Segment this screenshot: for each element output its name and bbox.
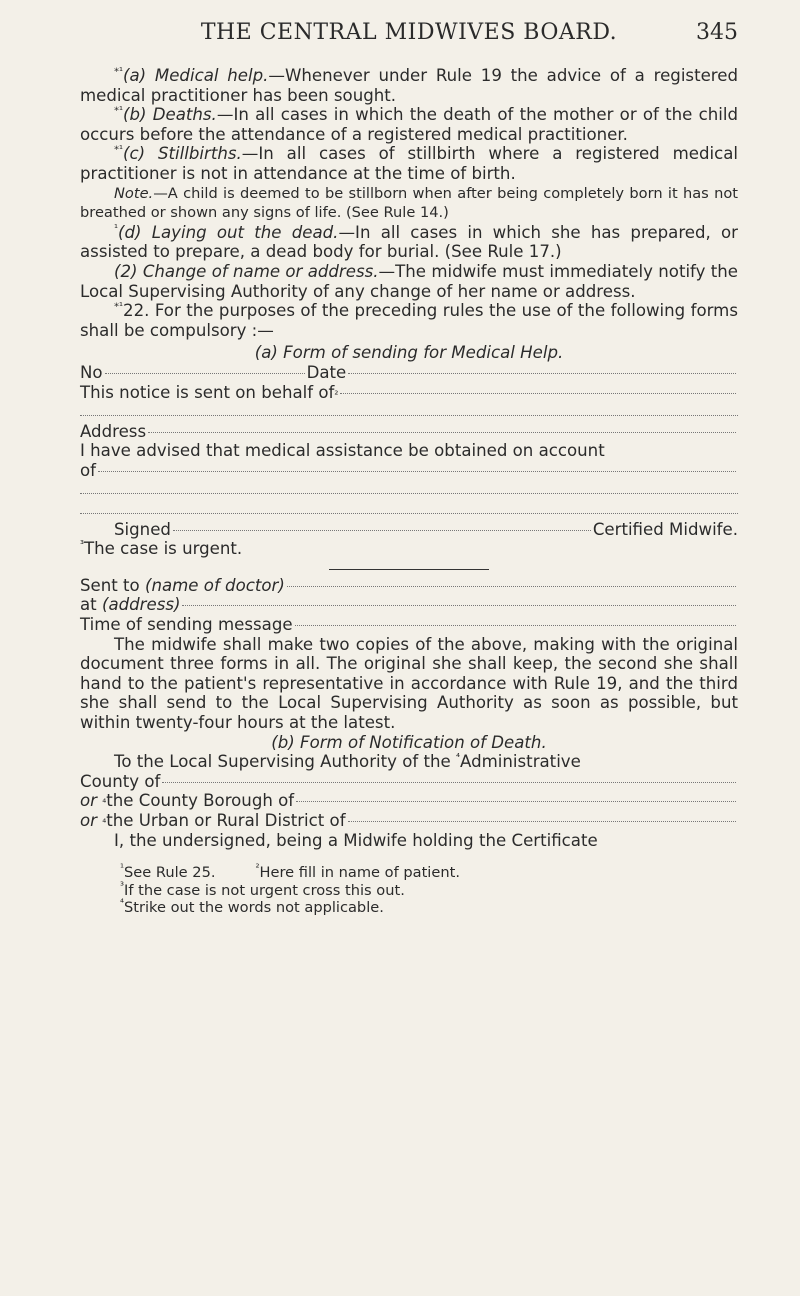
para-stillbirths [80, 144, 738, 183]
blank-line [80, 480, 738, 500]
borough-blank [296, 801, 736, 802]
at-line [80, 595, 738, 615]
certified-label: Certified Midwife. [592, 519, 738, 539]
para-change-of-name [80, 262, 738, 301]
no-blank [105, 373, 305, 374]
form-a-of-line [80, 461, 738, 481]
footnote-ref: ⁴ [456, 752, 461, 764]
date-label: Date [306, 362, 347, 382]
to-text: To the Local Supervising Authority of the [114, 752, 451, 772]
time-label: Time of sending message [80, 615, 293, 635]
footnote-text: Here fill in name of patient. [259, 864, 460, 882]
footnote-ref: *¹ [114, 144, 124, 156]
running-header [80, 20, 738, 54]
footnote-ref: ³ [80, 539, 85, 551]
urgent-text: The case is urgent. [84, 539, 243, 559]
form-a-no-date-line [80, 363, 738, 383]
section-divider [329, 569, 489, 570]
at-italic: (address) [101, 595, 181, 615]
para-text: —In all cases in which she has prepared, or assisted to prepare, a dead body for burial. (See Rule 17.) [80, 222, 738, 262]
at-label: at [80, 595, 97, 615]
footnote-4 [80, 899, 738, 917]
copies-paragraph: The midwife shall make two copies of the above, making with the original document three forms in all. The original she shall keep, the second she shall hand to the patient's representative in accordance with Rule 19, and the third she shall send to the Local Supervising Authority as soon as possible, but within twenty-four hours at the latest. [80, 634, 738, 732]
county-label: County of [80, 771, 161, 791]
note-text: —A child is deemed to be stillborn when after being completely born it has not breathed or shown any signs of life. (See Rule 14.) [80, 184, 738, 222]
para-deaths [80, 105, 738, 144]
urgent-line [80, 539, 738, 559]
sent-to-italic: (name of doctor) [144, 575, 285, 595]
signed-blank [173, 530, 591, 531]
of-blank [98, 471, 736, 472]
para-text: —Whenever under Rule 19 the advice of a registered medical practitioner has been sought. [80, 66, 738, 105]
behalf-blank [340, 393, 736, 394]
borough-line: or ⁴ the County Borough of [80, 791, 738, 811]
borough-label: the County Borough of [106, 791, 295, 811]
sent-to-blank [287, 586, 736, 587]
page-number: 345 [696, 20, 738, 45]
county-line [80, 772, 738, 792]
blank-line [80, 500, 738, 520]
para-label: (a) Medical help. [123, 66, 269, 85]
no-label: No [80, 362, 103, 382]
form-a-signed-line [80, 520, 738, 540]
para-label: (2) Change of name or address. [114, 261, 379, 281]
footnote-marker: ³ [120, 880, 125, 892]
para-label: (c) Stillbirths. [123, 144, 242, 164]
at-blank [182, 605, 736, 606]
footnote-ref: *¹ [114, 301, 124, 313]
para-rule-22 [80, 301, 738, 340]
form-b-to-line [80, 752, 738, 772]
para-label: (d) Laying out the dead. [118, 222, 339, 242]
county-blank [162, 782, 736, 783]
footnote-text: Strike out the words not applicable. [124, 899, 384, 917]
footnote-ref: *¹ [114, 66, 124, 78]
footnote-marker: ² [255, 863, 260, 875]
sent-to-label: Sent to [80, 575, 140, 595]
footnote-1-2 [80, 864, 738, 882]
para-text: —In all cases of stillbirth where a registered medical practitioner is not in attendance at the time of birth. [80, 144, 738, 183]
to-tail: Administrative [460, 752, 581, 772]
para-note [80, 184, 738, 223]
footnote-text: If the case is not urgent cross this out. [124, 881, 405, 899]
para-medical-help [80, 66, 738, 105]
or-label: or [80, 810, 97, 830]
time-blank [295, 625, 736, 626]
form-a-address-line [80, 422, 738, 442]
behalf-label: This notice is sent on behalf of [80, 382, 335, 402]
footnote-ref: *¹ [114, 105, 124, 117]
time-line [80, 615, 738, 635]
para-text: 22. For the purposes of the preceding rules the use of the following forms shall be compulsory :— [80, 301, 738, 340]
footnote-marker: ¹ [120, 863, 125, 875]
running-title: THE CENTRAL MIDWIVES BOARD. [200, 20, 618, 45]
date-blank [348, 373, 736, 374]
signed-label: Signed [114, 519, 171, 539]
footnote-ref: ¹ [114, 223, 119, 235]
footnote-text: See Rule 25. [124, 864, 216, 882]
or-label: or [80, 791, 97, 811]
form-b-heading: (b) Form of Notification of Death. [271, 732, 547, 752]
of-label: of [80, 460, 96, 480]
para-text: —The midwife must immediately notify the Local Supervising Authority of any change of her name or address. [80, 261, 738, 301]
advised-text: I have advised that medical assistance be obtained on account [80, 441, 605, 461]
para-text: —In all cases in which the death of the mother or of the child occurs before the attendance of a registered medical practitioner. [80, 105, 738, 144]
address-label: Address [80, 421, 147, 441]
page-body [80, 66, 738, 917]
address-blank [148, 432, 736, 433]
footnote-3 [80, 882, 738, 900]
blank-line [80, 402, 738, 422]
undersigned-line: I, the undersigned, being a Midwife holding the Certificate [114, 830, 598, 850]
district-label: the Urban or Rural District of [106, 810, 346, 830]
form-a-behalf-line: This notice is sent on behalf of ² [80, 383, 738, 403]
district-line: or ⁴ the Urban or Rural District of [80, 811, 738, 831]
sent-to-line [80, 576, 738, 596]
para-label: (b) Deaths. [123, 105, 217, 125]
footnote-marker: ⁴ [120, 898, 125, 910]
form-a-heading: (a) Form of sending for Medical Help. [254, 343, 564, 363]
note-label: Note. [114, 184, 154, 202]
district-blank [348, 821, 736, 822]
para-laying-out [80, 223, 738, 262]
